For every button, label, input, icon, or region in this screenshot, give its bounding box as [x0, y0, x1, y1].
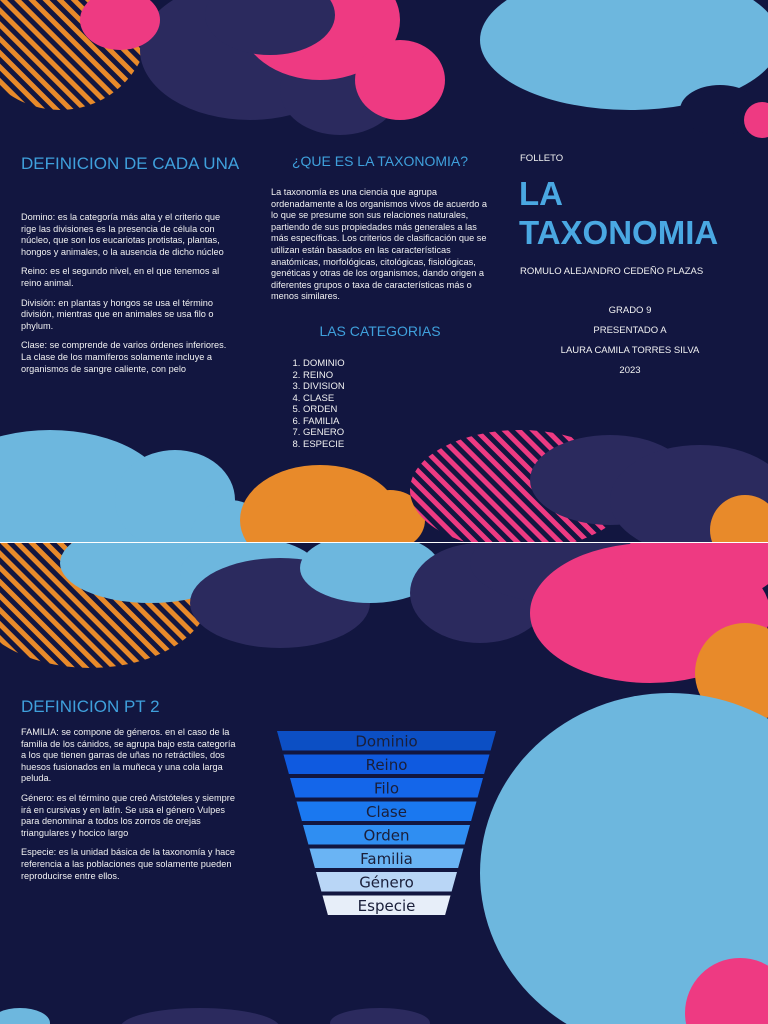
page2-paragraph: Género: es el término que creó Aristóteles y siempre irá en cursivas y en latín. Se usa el género Vulpes para denominar a todos los zorros de orejas triangulares y hocico largo	[21, 792, 235, 838]
pyramid-level-label: Familia	[360, 849, 413, 868]
categories-heading: LAS CATEGORIAS	[319, 323, 441, 339]
categories-list	[271, 358, 471, 450]
page2-heading: DEFINICION PT 2	[21, 697, 160, 716]
page2-paragraph: FAMILIA: se compone de géneros. en el caso de la familia de los cánidos, se agrupa bajo esta categoría a los que tienen garras de uñas no retráctiles, dos huesos fusionados en la muñeca y una cola larga peluda.	[21, 727, 236, 784]
col1-paragraph: División: en plantas y hongos se usa el término división, mientras que en animales se usa filo o phylum.	[21, 297, 214, 331]
year-label: 2023	[619, 365, 641, 376]
category-item: 2. REINO	[303, 370, 471, 382]
col1-heading: DEFINICION DE CADA UNA	[21, 154, 240, 173]
page2-paragraph: Especie: es la unidad básica de la taxonomía y hace referencia a las poblaciones que solamente pueden reproducirse entre ellos.	[21, 847, 235, 881]
category-item: 1. DOMINIO	[303, 358, 471, 370]
brochure-title-line2: TAXONOMIA	[519, 214, 719, 251]
col1-body	[21, 212, 236, 383]
category-item: 7. GENERO	[303, 427, 471, 439]
presented-label: PRESENTADO A	[593, 325, 667, 336]
categories-list-wrap	[271, 358, 471, 450]
pyramid-level-label: Dominio	[355, 732, 418, 751]
pyramid-level-label: Orden	[363, 826, 410, 845]
col2-body: La taxonomía es una ciencia que agrupa ordenadamente a los organismos vivos de acuerdo a lo que se presume son sus relaciones naturales, partiendo de sus propiedades más generales a las más específicas. Los criterios de clasificación que se utilizan están basados en las características anatómicas, morfológicas, citológicas, fisiológicas, genéticas y otras de los organismos, dando origen a diferentes grupos o taxa de características más o menos similares.	[271, 187, 488, 302]
category-item: 3. DIVISION	[303, 381, 471, 393]
taxonomy-pyramid	[0, 543, 768, 1024]
col2-heading: ¿QUE ES LA TAXONOMIA?	[291, 153, 469, 169]
category-item: 6. FAMILIA	[303, 416, 471, 428]
teacher-name: LAURA CAMILA TORRES SILVA	[560, 345, 700, 356]
col1-paragraph: Domino: es la categoría más alta y el criterio que rige las divisiones es la presencia de célula con núcleo, que son los eucariotas protistas, plantas, hongos y animales, o la ausencia de dicho núcleo	[21, 212, 224, 257]
pyramid-level-label: Género	[359, 873, 414, 892]
brochure-title-line1: LA	[519, 175, 563, 212]
grade-label: GRADO 9	[608, 305, 652, 316]
col1-paragraph: Clase: se comprende de varios órdenes inferiores. La clase de los mamíferos solamente incluye a organismos de sangre caliente, con pelo	[21, 340, 227, 374]
category-item: 5. ORDEN	[303, 404, 471, 416]
brochure-kicker: FOLLETO	[520, 153, 564, 164]
author-name: ROMULO ALEJANDRO CEDEÑO PLAZAS	[520, 266, 704, 277]
category-item: 4. CLASE	[303, 393, 471, 405]
pyramid-level-label: Clase	[366, 802, 407, 821]
pyramid-level-label: Reino	[365, 755, 408, 774]
category-item: 8. ESPECIE	[303, 439, 471, 451]
col1-paragraph: Reino: es el segundo nivel, en el que tenemos al reino animal.	[21, 266, 220, 288]
pyramid-level-label: Especie	[357, 896, 416, 915]
pyramid-level-label: Filo	[373, 779, 400, 798]
brochure-page-2	[0, 543, 768, 1024]
